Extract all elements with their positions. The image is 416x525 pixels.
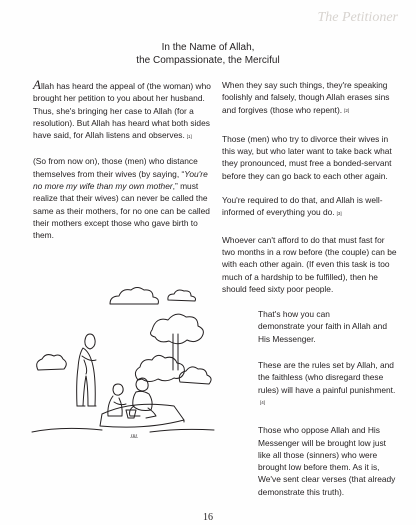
bleed-through-title: The Petitioner	[317, 10, 398, 25]
verse-7-text-a: That's how you can	[258, 309, 330, 320]
heading-line-1: In the Name of Allah,	[161, 42, 255, 53]
right-column	[222, 79, 398, 498]
verse-4	[222, 133, 398, 182]
verse-8	[258, 359, 398, 410]
footnote-marker-4: [4]	[260, 400, 266, 406]
verse-1	[33, 77, 213, 143]
verse-1-text: llah has heard the appeal of (the woman) who brought her petition to you about her husband. Thus, she's bringing her case to Allah (for a resolution). But Allah has heard what both sides have said, for Allah listens and observes.	[33, 81, 211, 141]
verse-9-text: Those who oppose Allah and His Messenger will be brought low just like all those (sinners) who were brought low before them. As it is, We've sent clear verses (that already demonstrate this truth).	[258, 425, 396, 497]
page-number: 16	[203, 512, 213, 523]
verse-7	[258, 308, 398, 345]
left-column	[33, 77, 213, 242]
sand-bucket	[126, 410, 136, 418]
verse-2-text-b: ,” must realize that their wives) can never be called the same as their mothers, for no one can be called their mothers except those who gave birth to them.	[33, 181, 210, 241]
page-heading	[0, 42, 416, 67]
verse-6	[222, 234, 398, 295]
verse-5-text: You're required to do that, and Allah is well-informed of everything you do.	[222, 195, 383, 218]
verse-3	[222, 79, 398, 118]
mother-figure	[77, 334, 96, 406]
verse-2	[33, 155, 213, 241]
footnote-marker-3: [3]	[336, 210, 342, 216]
verse-5	[222, 194, 398, 221]
cloud-icon	[168, 290, 196, 301]
verse-7-text-b: your faith in Allah and His Messenger.	[258, 321, 387, 344]
verse-2-quote: You're no more my wife than my own mother	[33, 168, 208, 192]
verse-8-text: These are the rules set by Allah, and the faithless (who disregard these rules) will have a painful punishment.	[258, 360, 396, 395]
illustration-family-in-garden	[30, 282, 220, 442]
footnote-marker-2: [2]	[344, 108, 350, 114]
heading-line-2: the Compassionate, the Merciful	[136, 54, 280, 66]
footnote-marker-1: [1]	[186, 133, 192, 139]
verse-2-text-a: (So from now on), those (men) who distance themselves from their wives (by saying, “	[33, 156, 198, 179]
verse-3-text: When they say such things, they're speaking foolishly and falsely, though Allah erases sins and forgives (those who repent).	[222, 80, 390, 115]
tree-icon	[151, 314, 204, 344]
verse-4-text: Those (men) who try to divorce their wives in this way, but who later want to take back what they pronounced, must free a bonded-servant before they can go back to each other again.	[222, 133, 392, 181]
bush-icon	[37, 355, 67, 370]
cloud-icon	[110, 288, 158, 305]
verse-7-emphasis: demonstrate	[258, 321, 305, 332]
illustration-signature: JBL	[130, 435, 139, 440]
boy-figure	[130, 378, 157, 418]
verse-6-text: Whoever can't afford to do that must fast for two months in a row before (the couple) can be with each other again. (If even this task is too much of a hardship to be fulfilled), then he should feed sixty poor people.	[222, 234, 397, 294]
girl-figure	[108, 384, 126, 416]
verse-9	[258, 424, 398, 498]
drop-cap: A	[33, 77, 41, 92]
